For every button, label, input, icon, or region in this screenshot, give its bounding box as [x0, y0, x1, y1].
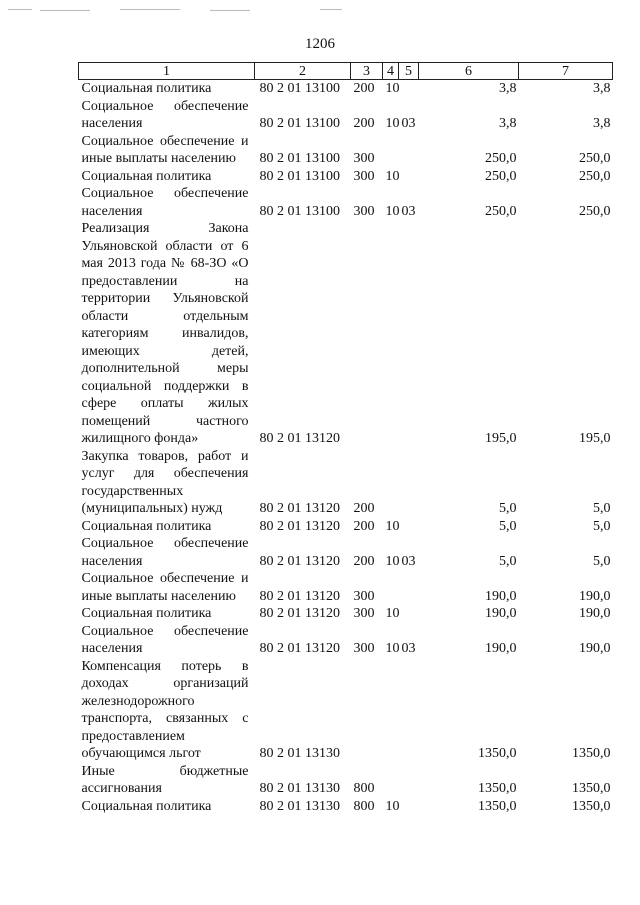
table-row	[79, 220, 613, 448]
column-header: 5	[399, 63, 419, 80]
expense-type-cell: 200	[353, 518, 375, 534]
row-name-cell: Социальная политика	[81, 606, 212, 621]
column-header: 3	[351, 63, 383, 80]
section-cell	[383, 763, 399, 798]
budget-table	[78, 62, 613, 815]
subsection-cell	[399, 518, 419, 536]
target-code-cell: 80 2 01 13100	[259, 168, 340, 184]
table-row	[79, 623, 613, 658]
section-cell	[383, 133, 399, 168]
target-code-cell: 80 2 01 13130	[259, 781, 340, 796]
subsection-cell	[399, 658, 419, 763]
table-row	[79, 185, 613, 220]
subsection-cell	[399, 605, 419, 623]
row-name-cell: Социальная политика	[81, 168, 212, 184]
section-cell: 10	[385, 553, 400, 569]
section-cell	[383, 220, 399, 448]
amount-cell: 3,8	[499, 81, 517, 96]
subsection-cell: 03	[401, 203, 416, 219]
table-row	[79, 98, 613, 133]
table-row	[79, 518, 613, 536]
target-code-cell: 80 2 01 13100	[259, 151, 340, 166]
column-header: 6	[419, 63, 519, 80]
row-name-cell: Социальное обеспечение населения	[81, 623, 249, 656]
amount-cell: 1350,0	[478, 798, 517, 814]
target-code-cell: 80 2 01 13120	[259, 518, 340, 534]
row-name-cell: Социальная политика	[81, 518, 212, 534]
table-row	[79, 80, 613, 98]
amount-cell: 5,0	[499, 518, 517, 534]
amount-cell: 195,0	[579, 431, 611, 446]
target-code-cell: 80 2 01 13130	[259, 798, 340, 814]
subsection-cell: 03	[401, 116, 416, 131]
amount-cell: 250,0	[579, 168, 611, 184]
table-row	[79, 658, 613, 763]
subsection-cell	[399, 448, 419, 518]
amount-cell: 5,0	[593, 553, 611, 569]
amount-cell: 5,0	[499, 501, 517, 516]
subsection-cell: 03	[401, 641, 416, 656]
row-name-cell: Компенсация потерь в доходах организаций железнодорожного транспорта, связанных с предоставлением обучающимся льгот	[81, 658, 249, 761]
row-name-cell: Социальное обеспечение и иные выплаты населению	[81, 571, 249, 604]
amount-cell: 190,0	[579, 588, 611, 604]
amount-cell: 250,0	[579, 151, 611, 166]
row-name-cell: Иные бюджетные ассигнования	[81, 763, 249, 796]
row-name-cell: Социальное обеспечение населения	[81, 186, 249, 219]
expense-type-cell: 300	[353, 203, 375, 219]
section-cell: 10	[385, 81, 400, 96]
amount-cell: 190,0	[485, 588, 517, 604]
column-header: 1	[79, 63, 255, 80]
expense-type-cell: 200	[353, 501, 375, 516]
subsection-cell	[399, 133, 419, 168]
table-row	[79, 168, 613, 186]
target-code-cell: 80 2 01 13130	[259, 746, 340, 761]
column-header: 2	[255, 63, 351, 80]
row-name-cell: Социальное обеспечение населения	[81, 98, 249, 131]
page-number: 1206	[305, 36, 335, 52]
target-code-cell: 80 2 01 13100	[259, 81, 340, 96]
amount-cell: 250,0	[485, 168, 517, 184]
expense-type-cell: 300	[353, 588, 375, 604]
amount-cell: 250,0	[579, 203, 611, 219]
target-code-cell: 80 2 01 13120	[259, 431, 340, 446]
amount-cell: 5,0	[593, 501, 611, 516]
section-cell: 10	[385, 606, 400, 621]
section-cell: 10	[385, 116, 400, 131]
amount-cell: 1350,0	[478, 781, 517, 796]
table-row	[79, 535, 613, 570]
expense-type-cell: 200	[353, 81, 375, 96]
section-cell	[383, 570, 399, 605]
row-name-cell: Социальное обеспечение и иные выплаты населению	[81, 133, 249, 166]
row-name-cell: Реализация Закона Ульяновской области от 6 мая 2013 года № 68-ЗО «О предоставлении на территории Ульяновской области отдельным категориям инвалидов, имеющих детей, дополнительной меры социальной поддержки в сфере оплаты жилых помещений частного жилищного фонда»	[81, 221, 249, 446]
subsection-cell	[399, 798, 419, 816]
expense-type-cell: 300	[353, 641, 375, 656]
row-name-cell: Закупка товаров, работ и услуг для обеспечения государственных (муниципальных) нужд	[81, 448, 249, 516]
table-row	[79, 605, 613, 623]
section-cell	[383, 448, 399, 518]
amount-cell: 3,8	[593, 116, 611, 131]
amount-cell: 250,0	[485, 203, 517, 219]
expense-type-cell	[351, 658, 383, 763]
subsection-cell	[399, 570, 419, 605]
target-code-cell: 80 2 01 13120	[259, 588, 340, 604]
section-cell: 10	[385, 641, 400, 656]
table-row	[79, 798, 613, 816]
expense-type-cell: 300	[353, 151, 375, 166]
subsection-cell	[399, 763, 419, 798]
target-code-cell: 80 2 01 13120	[259, 553, 340, 569]
section-cell	[383, 658, 399, 763]
expense-type-cell: 200	[353, 553, 375, 569]
row-name-cell: Социальная политика	[81, 798, 212, 814]
amount-cell: 250,0	[485, 151, 517, 166]
section-cell: 10	[385, 518, 400, 534]
table-row	[79, 570, 613, 605]
target-code-cell: 80 2 01 13100	[259, 116, 340, 131]
amount-cell: 190,0	[485, 641, 517, 656]
section-cell: 10	[385, 203, 400, 219]
amount-cell: 5,0	[499, 553, 517, 569]
section-cell: 10	[385, 168, 400, 184]
table-row	[79, 133, 613, 168]
amount-cell: 190,0	[485, 606, 517, 621]
amount-cell: 190,0	[579, 606, 611, 621]
row-name-cell: Социальная политика	[81, 81, 212, 96]
expense-type-cell: 300	[353, 168, 375, 184]
amount-cell: 190,0	[579, 641, 611, 656]
row-name-cell: Социальное обеспечение населения	[81, 536, 249, 569]
table-body	[79, 80, 613, 816]
section-cell: 10	[385, 798, 400, 814]
expense-type-cell: 200	[353, 116, 375, 131]
table-header-row	[79, 63, 613, 80]
amount-cell: 1350,0	[572, 781, 611, 796]
subsection-cell	[399, 220, 419, 448]
amount-cell: 1350,0	[572, 798, 611, 814]
subsection-cell	[399, 168, 419, 186]
amount-cell: 3,8	[593, 81, 611, 96]
column-header: 4	[383, 63, 399, 80]
target-code-cell: 80 2 01 13120	[259, 606, 340, 621]
amount-cell: 1350,0	[572, 746, 611, 761]
expense-type-cell: 300	[353, 606, 375, 621]
amount-cell: 5,0	[593, 518, 611, 534]
expense-type-cell	[351, 220, 383, 448]
amount-cell: 195,0	[485, 431, 517, 446]
target-code-cell: 80 2 01 13120	[259, 501, 340, 516]
subsection-cell	[399, 80, 419, 98]
expense-type-cell: 800	[353, 798, 375, 814]
target-code-cell: 80 2 01 13120	[259, 641, 340, 656]
table-row	[79, 448, 613, 518]
amount-cell: 3,8	[499, 116, 517, 131]
column-header: 7	[519, 63, 613, 80]
target-code-cell: 80 2 01 13100	[259, 203, 340, 219]
table-row	[79, 763, 613, 798]
amount-cell: 1350,0	[478, 746, 517, 761]
subsection-cell: 03	[401, 553, 416, 569]
expense-type-cell: 800	[353, 781, 375, 796]
